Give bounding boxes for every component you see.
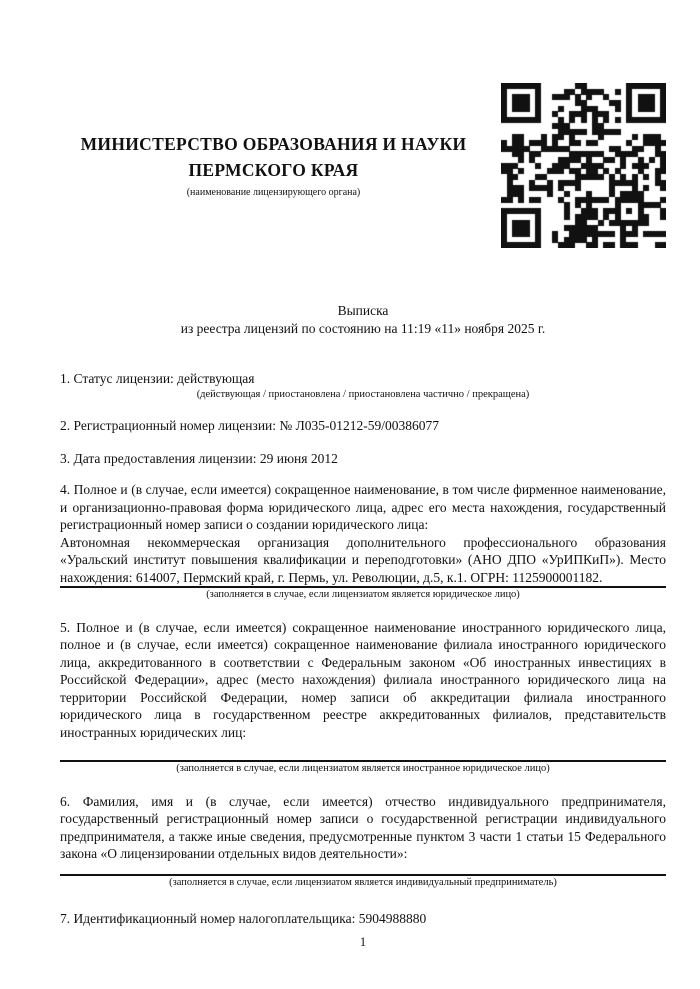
qr-code (501, 83, 666, 248)
document-title-line1: Выписка (337, 303, 389, 318)
taxpayer-number-text: 7. Идентификационный номер налогоплательщика: 5904988880 (60, 911, 427, 926)
legal-entity-caption: (заполняется в случае, если лицензиатом является юридическое лицо) (206, 589, 520, 600)
document-title-line2: из реестра лицензий по состоянию на 11:19 «11» ноября 2025 г. (180, 321, 546, 336)
item-taxpayer-number (60, 910, 666, 928)
license-status-options-caption: (действующая / приостановлена / приостановлена частично / прекращена) (196, 388, 530, 400)
legal-entity-label: 4. Полное и (в случае, если имеется) сокращенное наименование, в том числе фирменное наименование, и организационно-правовая форма юридического лица, адрес его места нахождения, государственный регистрационный номер записи о создании юридического лица: (60, 482, 666, 532)
registration-number-text: 2. Регистрационный номер лицензии: № Л035-01212-59/00386077 (60, 418, 440, 433)
item-individual-entrepreneur (60, 793, 666, 890)
foreign-entity-caption: (заполняется в случае, если лицензиатом является иностранное юридическое лицо) (176, 763, 550, 774)
license-status-text: 1. Статус лицензии: действующая (60, 371, 255, 386)
item-license-date (60, 450, 666, 468)
item-license-status (60, 370, 666, 401)
item-foreign-entity (60, 619, 666, 776)
document-header (60, 82, 666, 248)
foreign-entity-label: 5. Полное и (в случае, если имеется) сокращенное наименование иностранного юридического лица, полное и (в случае, если имеется) сокращенное наименование филиала иностранного юридического лица, аккредитованного в соответствии с Федеральным законом «Об иностранных инвестициях в Российской Федерации», адрес (место нахождения) филиала иностранного юридического лица на территории Российской Федерации, номер записи об аккредитации филиала иностранного юридического лица в государственном реестре аккредитованных филиалов, представительств иностранных юридических лиц: (60, 619, 666, 740)
page-number: 1 (359, 934, 367, 949)
ministry-name-line2: ПЕРМСКОГО КРАЯ (188, 160, 359, 180)
ministry-name-line1: МИНИСТЕРСТВО ОБРАЗОВАНИЯ И НАУКИ (80, 134, 467, 154)
licensing-authority (60, 131, 501, 199)
individual-entrepreneur-caption: (заполняется в случае, если лицензиатом является индивидуальный предприниматель) (169, 876, 557, 888)
legal-entity-value: Автономная некоммерческая организация дополнительного профессионального образования «Уральский институт повышения квалификации и переподготовки» (АНО ДПО «УрИПКиП»). Место нахождения: 614007, Пермский край, г. Пермь, ул. Революции, д.5, к.1. ОГРН: 1125900001182. (60, 534, 666, 585)
item-legal-entity (60, 481, 666, 602)
document-title (60, 302, 666, 338)
license-date-text: 3. Дата предоставления лицензии: 29 июня 2012 (60, 450, 338, 466)
ministry-caption: (наименование лицензирующего органа) (186, 187, 361, 198)
item-registration-number (60, 417, 666, 435)
individual-entrepreneur-label: 6. Фамилия, имя и (в случае, если имеется) отчество индивидуального предпринимателя, государственный регистрационный номер записи о государственной регистрации индивидуального предпринимателя, а также иные сведения, предусмотренные пунктом 3 части 1 статьи 15 Федерального закона «О лицензировании отдельных видов деятельности»: (60, 793, 666, 861)
